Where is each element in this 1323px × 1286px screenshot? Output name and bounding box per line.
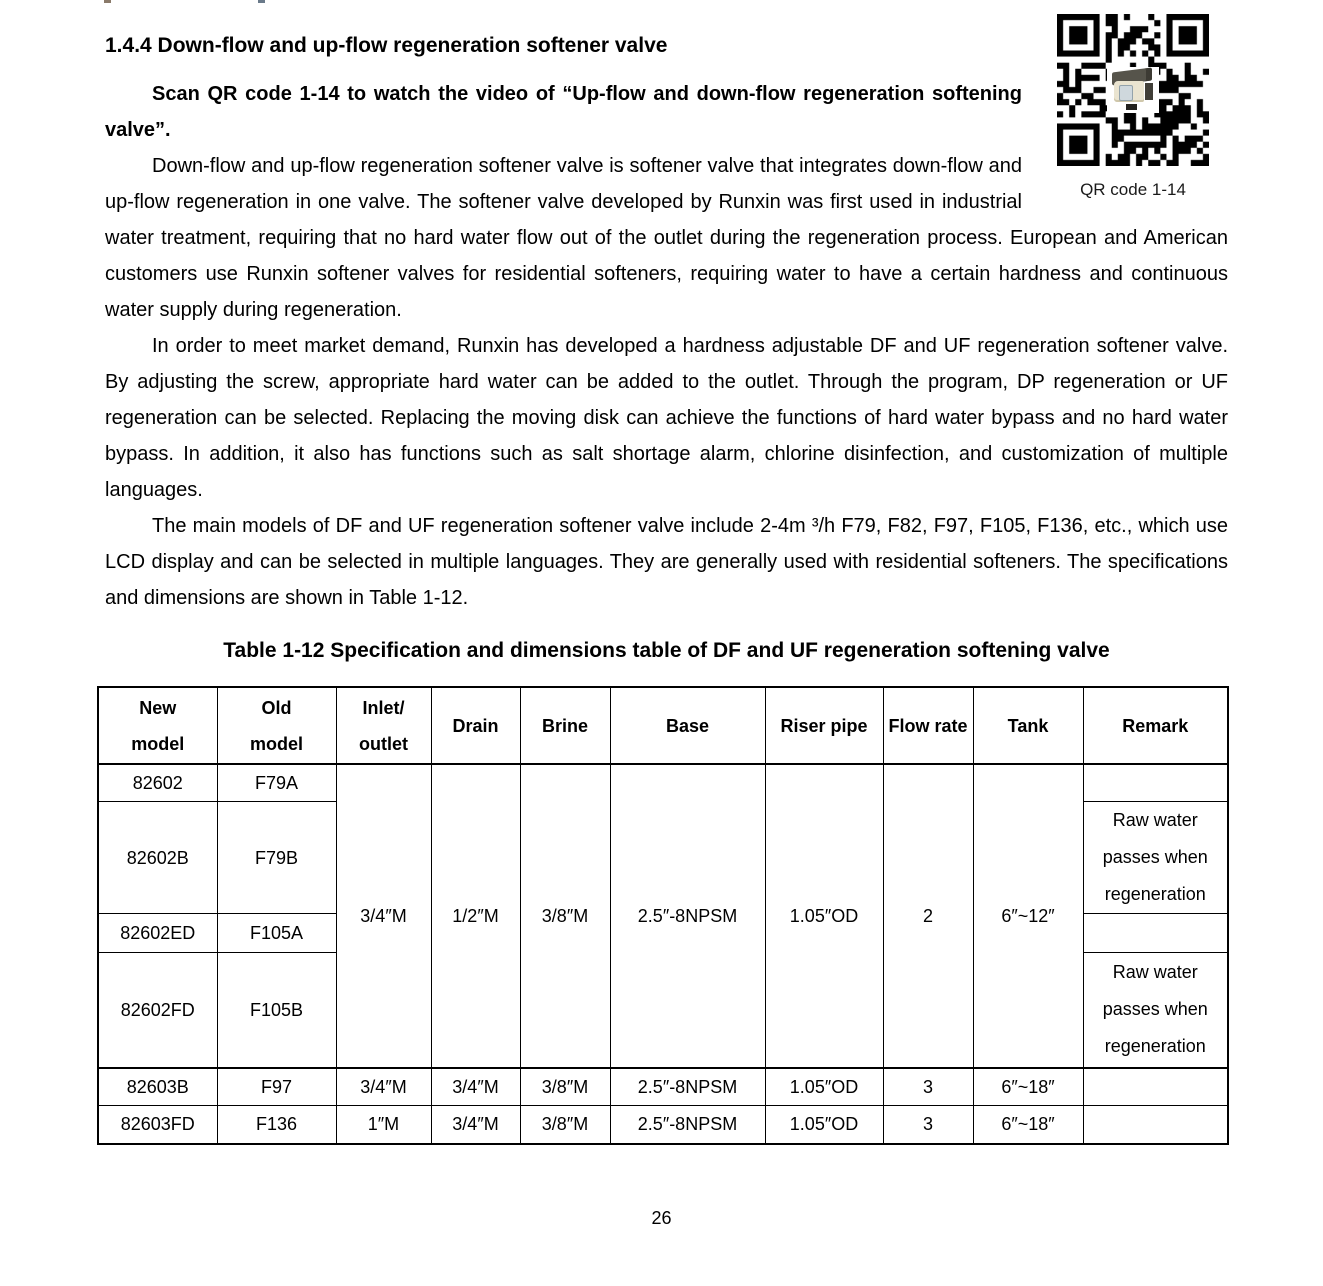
cell-old-model: F97	[217, 1068, 336, 1106]
cell-new-model: 82602FD	[98, 953, 217, 1068]
cell-old-model: F79A	[217, 764, 336, 802]
cell-remark	[1083, 914, 1228, 953]
cell-drain: 3/4″M	[431, 1106, 520, 1144]
cell-inlet-outlet: 3/4″M	[336, 1068, 431, 1106]
col-header-base: Base	[610, 687, 765, 764]
cell-remark: Raw water passes when regeneration	[1083, 802, 1228, 914]
col-header-tank: Tank	[973, 687, 1083, 764]
cell-tank: 6″~18″	[973, 1068, 1083, 1106]
col-header-brine: Brine	[520, 687, 610, 764]
cell-remark	[1083, 764, 1228, 802]
cell-base: 2.5″-8NPSM	[610, 1106, 765, 1144]
cell-old-model: F105A	[217, 914, 336, 953]
col-header-flow-rate: Flow rate	[883, 687, 973, 764]
cell-flow-rate: 3	[883, 1106, 973, 1144]
cell-drain-merged: 1/2″M	[431, 764, 520, 1068]
table-row	[98, 1068, 1228, 1106]
page-edge-artifact	[104, 0, 111, 3]
valve-stem	[1126, 104, 1137, 110]
cell-brine: 3/8″M	[520, 1106, 610, 1144]
table-row	[98, 1106, 1228, 1144]
cell-brine-merged: 3/8″M	[520, 764, 610, 1068]
cell-brine: 3/8″M	[520, 1068, 610, 1106]
valve-side	[1145, 83, 1153, 100]
cell-riser-pipe: 1.05″OD	[765, 1068, 883, 1106]
col-header-remark: Remark	[1083, 687, 1228, 764]
col-header-new-model: New model	[98, 687, 217, 764]
col-header-drain: Drain	[431, 687, 520, 764]
cell-remark	[1083, 1068, 1228, 1106]
cell-new-model: 82602ED	[98, 914, 217, 953]
scan-note-paragraph: Scan QR code 1-14 to watch the video of “Up-flow and down-flow regeneration softening valve”.	[105, 83, 1022, 141]
cell-remark	[1083, 1106, 1228, 1144]
paragraph-1: Down-flow and up-flow regeneration softener valve is softener valve that integrates down-flow and up-flow regeneration in one valve. The softener valve developed by Runxin was first used in industrial water treatment, requiring that no hard water flow out of the outlet during the regeneration process. European and American customers use Runxin softener valves for residential softeners, requiring water to have a certain hardness and continuous water supply during regeneration.	[105, 155, 1228, 321]
cell-new-model: 82603B	[98, 1068, 217, 1106]
qr-caption: QR code 1-14	[1080, 180, 1186, 199]
cell-new-model: 82602	[98, 764, 217, 802]
cell-tank-merged: 6″~12″	[973, 764, 1083, 1068]
section-heading: 1.4.4 Down-flow and up-flow regeneration softener valve	[105, 34, 668, 57]
table-caption: Table 1-12 Specification and dimensions table of DF and UF regeneration softening valve	[223, 639, 1110, 662]
paragraph-3: The main models of DF and UF regeneration softener valve include 2-4m ³/h F79, F82, F97, F105, F136, etc., which use LCD display and can be selected in multiple languages. They are generally used with residential softeners. The specifications and dimensions are shown in Table 1-12.	[105, 515, 1228, 609]
cell-flow-rate: 3	[883, 1068, 973, 1106]
cell-inlet-outlet: 1″M	[336, 1106, 431, 1144]
cell-old-model: F79B	[217, 802, 336, 914]
col-header-inlet-outlet: Inlet/ outlet	[336, 687, 431, 764]
cell-inlet-outlet-merged: 3/4″M	[336, 764, 431, 1068]
cell-new-model: 82602B	[98, 802, 217, 914]
cell-remark: Raw water passes when regeneration	[1083, 953, 1228, 1068]
cell-riser-pipe: 1.05″OD	[765, 1106, 883, 1144]
col-header-riser-pipe: Riser pipe	[765, 687, 883, 764]
table-row	[98, 764, 1228, 802]
cell-old-model: F105B	[217, 953, 336, 1068]
cell-tank: 6″~18″	[973, 1106, 1083, 1144]
cell-base: 2.5″-8NPSM	[610, 1068, 765, 1106]
page-number: 26	[651, 1208, 672, 1228]
qr-block	[1038, 14, 1228, 200]
qr-code-wrap	[1057, 14, 1209, 166]
cell-new-model: 82603FD	[98, 1106, 217, 1144]
valve-product-image	[1107, 67, 1159, 113]
paragraph-2: In order to meet market demand, Runxin has developed a hardness adjustable DF and UF regeneration softener valve. By adjusting the screw, appropriate hard water can be added to the outlet. Through the program, DP regeneration or UF regeneration can be selected. Replacing the moving disk can achieve the functions of hard water bypass and no hard water bypass. In addition, it also has functions such as salt shortage alarm, chlorine disinfection, and customization of multiple languages.	[105, 335, 1228, 501]
header-row	[98, 687, 1228, 764]
spec-table-wrap	[97, 686, 1228, 1145]
cell-drain: 3/4″M	[431, 1068, 520, 1106]
spec-table	[97, 686, 1229, 1145]
cell-base-merged: 2.5″-8NPSM	[610, 764, 765, 1068]
cell-flow-rate-merged: 2	[883, 764, 973, 1068]
cell-old-model: F136	[217, 1106, 336, 1144]
valve-lcd-screen	[1119, 85, 1133, 101]
col-header-old-model: Old model	[217, 687, 336, 764]
page-edge-artifact	[258, 0, 265, 3]
cell-riser-pipe-merged: 1.05″OD	[765, 764, 883, 1068]
